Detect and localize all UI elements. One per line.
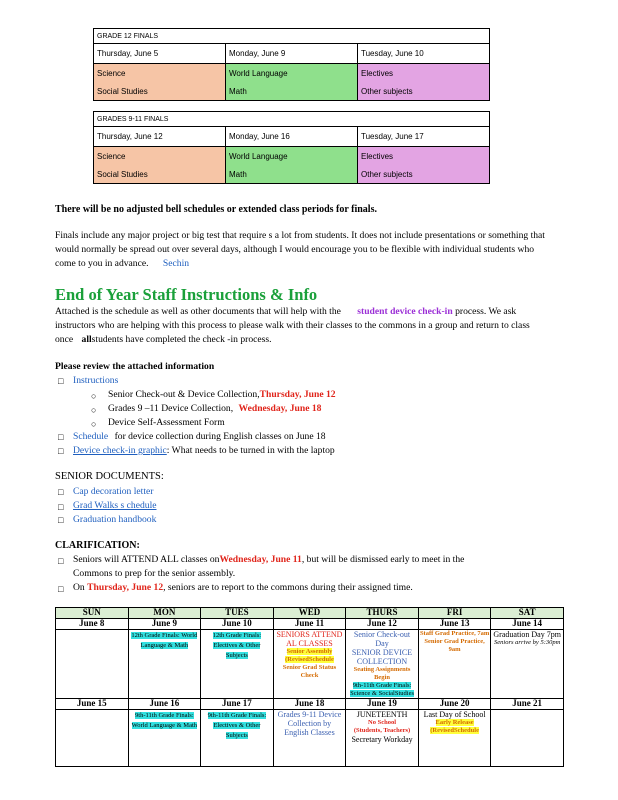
senior-docs-title: SENIOR DOCUMENTS:: [55, 471, 164, 482]
bullet-icon: □: [58, 446, 64, 456]
clarification-text: , but will be dismissed early to meet in the: [301, 554, 465, 565]
weekday-header: MON: [128, 608, 201, 619]
calendar-day-mon: [128, 710, 201, 767]
date-cell: June 13: [418, 619, 491, 630]
calendar-day-mon: [128, 630, 201, 699]
date-cell: June 11: [273, 619, 346, 630]
calendar-day-sat: [491, 710, 564, 767]
instructions-link[interactable]: Instructions: [73, 375, 119, 386]
schedule-link[interactable]: Schedule: [73, 431, 109, 442]
bullet-icon: □: [58, 515, 64, 525]
no-adjusted-notice: There will be no adjusted bell schedules or extended class periods for finals.: [55, 204, 377, 215]
intro-text: process. We ask instructors who are helping with this process to please walk with their classes to the commons in a group and return to class once: [55, 306, 530, 345]
bullet-icon: □: [58, 487, 64, 497]
event-senior-assembly: Senior Assembly: [286, 648, 333, 655]
intro-paragraph: [55, 305, 550, 347]
weekday-header: FRI: [418, 608, 491, 619]
clarification-line: [73, 582, 413, 593]
event-seating: Seating Assignments Begin: [353, 666, 411, 681]
bullet-icon: □: [58, 432, 64, 442]
calendar-day-sun: [56, 710, 129, 767]
table-caption: GRADE 12 FINALS: [94, 29, 490, 44]
event-last-day: Last Day of School: [423, 710, 486, 719]
device-graphic-link[interactable]: Device check-in graphic: [73, 445, 167, 456]
event-tue-finals: 9th-11th Grade Finals: Electives & Other Subjects: [207, 712, 267, 739]
signature-link[interactable]: Sechin: [162, 258, 190, 269]
event-early-release: Early Release: [435, 719, 474, 726]
graphic-item: [73, 445, 335, 456]
intro-text: Attached is the schedule as well as other documents that will help with the: [55, 306, 341, 317]
day-header: Monday, June 9: [226, 44, 358, 64]
subject-cell: Math: [226, 82, 358, 101]
table-caption: GRADES 9-11 FINALS: [94, 112, 490, 127]
schedule-item: [73, 431, 326, 442]
sub-item-text: Grades 9 –11 Device Collection,: [108, 403, 234, 414]
date-cell: June 21: [491, 699, 564, 710]
calendar-day-tue: [201, 630, 274, 699]
subject-cell: Electives: [358, 147, 490, 166]
graduation-handbook-link[interactable]: Graduation handbook: [73, 514, 157, 525]
calendar-day-thu: [346, 630, 419, 699]
date-cell: June 8: [56, 619, 129, 630]
event-revised-schedule: (RevisedSchedule: [430, 727, 479, 734]
june-calendar: [55, 607, 564, 767]
review-title: Please review the attached information: [55, 361, 215, 372]
event-tue-finals: 12th Grade Finals: Electives & Other Subjects: [212, 632, 262, 659]
date-cell: June 20: [418, 699, 491, 710]
sub-item-date: Wednesday, June 18: [238, 403, 322, 414]
circle-bullet-icon: ○: [91, 419, 97, 429]
calendar-day-thu: [346, 710, 419, 767]
bullet-icon: □: [58, 584, 64, 594]
subject-cell: World Language: [226, 147, 358, 166]
event-mon-finals: 12th Grade Finals: World Language & Math: [131, 632, 198, 649]
clarification-text: Commons to prep for the senior assembly.: [73, 568, 236, 579]
circle-bullet-icon: ○: [91, 405, 97, 415]
day-header: Tuesday, June 17: [358, 127, 490, 147]
sub-item-text: Senior Check-out & Device Collection,: [108, 389, 260, 400]
review-sub-item: [108, 389, 336, 400]
event-no-school-who: (Students, Teachers): [353, 727, 411, 734]
schedule-text: for device collection during English classes on June 18: [114, 431, 326, 442]
bullet-icon: □: [58, 376, 64, 386]
subject-cell: Other subjects: [358, 165, 490, 184]
event-secretary-workday: Secretary Workday: [351, 735, 413, 744]
event-thu-finals: 9th-11th Grade Finals: Science & SocialStudies: [350, 682, 414, 697]
event-attend-all: SENIORS ATTEND AL CLASSES: [276, 630, 343, 648]
bullet-icon: □: [58, 556, 64, 566]
weekday-header: SAT: [491, 608, 564, 619]
finals-paragraph: [55, 229, 545, 271]
calendar-day-fri: [418, 710, 491, 767]
subject-cell: Science: [94, 64, 226, 83]
event-device-collection: SENIOR DEVICE COLLECTION: [351, 648, 413, 666]
weekday-header: WED: [273, 608, 346, 619]
review-sub-item: [108, 417, 225, 428]
event-senior-practice: Senior Grad Practice, 9am: [424, 638, 485, 653]
date-cell: June 19: [346, 699, 419, 710]
graphic-text: : What needs to be turned in with the laptop: [166, 445, 335, 456]
clarification-title: CLARIFICATION:: [55, 540, 140, 551]
calendar-day-sun: [56, 630, 129, 699]
subject-cell: Social Studies: [94, 82, 226, 101]
subject-cell: Other subjects: [358, 82, 490, 101]
cap-letter-link[interactable]: Cap decoration letter: [73, 486, 154, 497]
day-header: Monday, June 16: [226, 127, 358, 147]
event-device-collection-english: Grades 9-11 Device Collection by English Classes: [277, 710, 342, 737]
date-cell: June 15: [56, 699, 129, 710]
event-mon-finals: 9th-11th Grade Finals: World Language & Math: [131, 712, 198, 729]
section-heading: End of Year Staff Instructions & Info: [55, 285, 318, 304]
clarification-date: Wednesday, June 11: [219, 554, 302, 565]
device-checkin-link[interactable]: student device check-in: [357, 306, 453, 317]
event-seniors-arrive: Seniors arrive by 5:30pm: [494, 639, 561, 646]
finals-paragraph-text: Finals include any major project or big test that require s a lot from students. It does not include presentations or something that would normally be spread out over several days, although I would encourage you to be flexible with individual students who come to you in advance.: [55, 230, 545, 269]
weekday-header: SUN: [56, 608, 129, 619]
grad-walks-link[interactable]: Grad Walks s chedule: [73, 500, 157, 511]
intro-bold-all: all: [81, 334, 92, 345]
subject-cell: Social Studies: [94, 165, 226, 184]
date-cell: June 16: [128, 699, 201, 710]
day-header: Tuesday, June 10: [358, 44, 490, 64]
subject-cell: World Language: [226, 64, 358, 83]
event-staff-practice: Staff Grad Practice, 7am: [419, 630, 490, 637]
calendar-day-wed: [273, 630, 346, 699]
clarification-date: Thursday, June 12: [87, 582, 164, 593]
subject-cell: Math: [226, 165, 358, 184]
grade-12-finals-table: [93, 28, 490, 101]
calendar-day-wed: [273, 710, 346, 767]
date-cell: June 9: [128, 619, 201, 630]
date-cell: June 10: [201, 619, 274, 630]
grades-9-11-finals-table: [93, 111, 490, 184]
event-revised-schedule: (RevisedSchedule: [285, 656, 334, 663]
clarification-text: Seniors will ATTEND ALL classes on: [73, 554, 220, 565]
weekday-header: TUES: [201, 608, 274, 619]
intro-text: students have completed the check -in process.: [91, 334, 272, 345]
calendar-day-tue: [201, 710, 274, 767]
event-checkout-day: Senior Check-out Day: [353, 630, 411, 648]
day-header: Thursday, June 12: [94, 127, 226, 147]
weekday-header: THURS: [346, 608, 419, 619]
clarification-text: , seniors are to report to the commons during their assigned time.: [163, 582, 413, 593]
event-no-school: No School: [368, 719, 397, 726]
date-cell: June 17: [201, 699, 274, 710]
date-cell: June 12: [346, 619, 419, 630]
subject-cell: Science: [94, 147, 226, 166]
calendar-day-sat: [491, 630, 564, 699]
subject-cell: Electives: [358, 64, 490, 83]
bullet-icon: □: [58, 502, 64, 512]
event-juneteenth: JUNETEENTH: [356, 710, 408, 719]
clarification-text: On: [73, 582, 85, 593]
day-header: Thursday, June 5: [94, 44, 226, 64]
sub-item-date: Thursday, June 12: [259, 389, 336, 400]
calendar-day-fri: [418, 630, 491, 699]
date-cell: June 18: [273, 699, 346, 710]
review-sub-item: [108, 403, 321, 414]
event-graduation: Graduation Day 7pm: [493, 630, 561, 639]
circle-bullet-icon: ○: [91, 391, 97, 401]
clarification-line: [73, 554, 464, 565]
sub-item-text: Device Self-Assessment Form: [108, 417, 225, 428]
event-grad-status: Senior Grad Status Check: [282, 664, 337, 679]
date-cell: June 14: [491, 619, 564, 630]
